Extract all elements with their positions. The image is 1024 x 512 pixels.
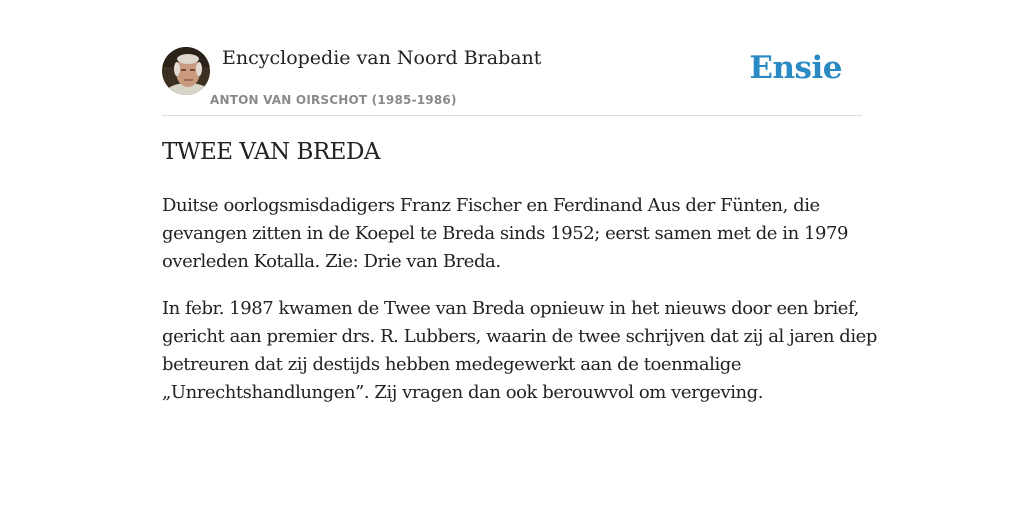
page-header [162, 46, 862, 116]
paragraph-line: overleden Kotalla. Zie: Drie van Breda. [162, 251, 501, 272]
ensie-logo[interactable]: Ensie [749, 50, 842, 86]
paragraph-line: gevangen zitten in de Koepel te Breda sinds 1952; eerst samen met de in 1979 [162, 223, 848, 244]
author-name: ANTON VAN OIRSCHOT (1985-1986) [210, 93, 457, 107]
author-portrait-image [162, 47, 210, 95]
entry-title: TWEE VAN BREDA [162, 139, 381, 165]
paragraph-line: „Unrechtshandlungen”. Zij vragen dan ook berouwvol om vergeving. [162, 382, 764, 403]
book-title-link[interactable]: Encyclopedie van Noord Brabant [222, 47, 542, 69]
entry-paragraph-1 [162, 192, 862, 276]
paragraph-line: Duitse oorlogsmisdadigers Franz Fischer en Ferdinand Aus der Fünten, die [162, 195, 820, 216]
paragraph-line: betreuren dat zij destijds hebben medegewerkt aan de toenmalige [162, 354, 742, 375]
author-avatar[interactable] [162, 47, 210, 95]
paragraph-line: gericht aan premier drs. R. Lubbers, waarin de twee schrijven dat zij al jaren diep [162, 326, 877, 347]
entry-paragraph-2 [162, 295, 877, 407]
paragraph-line: In febr. 1987 kwamen de Twee van Breda opnieuw in het nieuws door een brief, [162, 298, 859, 319]
